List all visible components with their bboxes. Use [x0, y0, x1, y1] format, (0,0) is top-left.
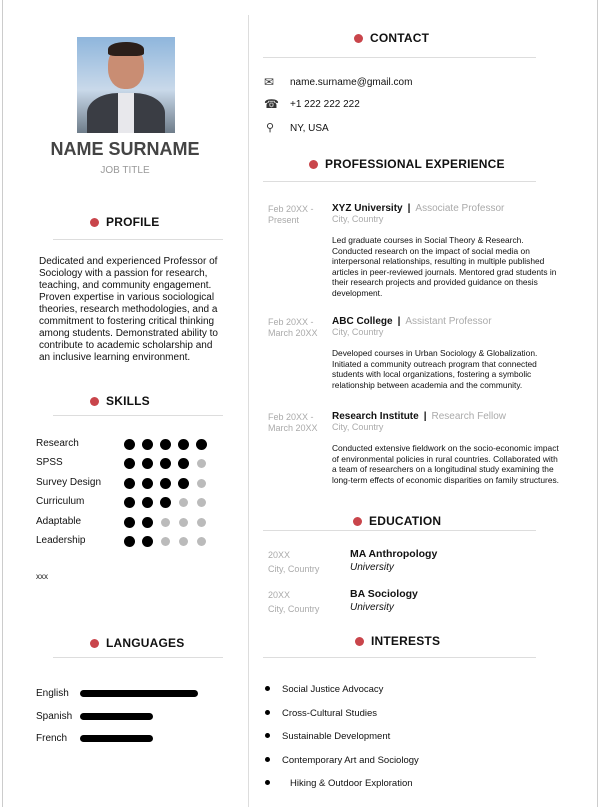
interest-item: Cross-Cultural Studies: [282, 707, 378, 719]
bullet-dot-icon: [354, 34, 363, 43]
organization: XYZ University: [332, 203, 403, 214]
job-city: City, Country: [332, 422, 384, 432]
organization: ABC College: [332, 316, 393, 327]
section-title: SKILLS: [106, 394, 150, 408]
profile-heading: [90, 215, 159, 229]
section-title: CONTACT: [370, 31, 430, 45]
bullet-dot-icon: [355, 637, 364, 646]
job-role: Research Fellow: [431, 411, 506, 422]
contact-heading: [354, 31, 429, 45]
section-title: INTERESTS: [371, 634, 441, 648]
skill-level-dot: [178, 439, 189, 450]
bullet-dot-icon: [90, 218, 99, 227]
phone[interactable]: +1 222 222 222: [290, 99, 360, 110]
job-header: XYZ University | Associate Professor: [332, 203, 505, 214]
experience-heading: [309, 157, 505, 171]
skill-level-dot: [142, 536, 153, 547]
job-header: ABC College | Assistant Professor: [332, 316, 492, 327]
organization: Research Institute: [332, 411, 419, 422]
languages-heading: [90, 636, 184, 650]
email[interactable]: name.surname@gmail.com: [290, 77, 413, 88]
edu-city: City, Country: [268, 604, 320, 614]
skill-name: Curriculum: [36, 496, 85, 508]
job-role: Assistant Professor: [405, 316, 492, 327]
job-role: Associate Professor: [415, 203, 505, 214]
job-city: City, Country: [332, 214, 384, 224]
skill-level-dot: [161, 537, 170, 546]
skill-name: Research: [36, 438, 79, 449]
skill-level-dot: [160, 458, 171, 469]
education-heading: [353, 514, 441, 528]
bullet-icon: [265, 686, 270, 691]
language-name: English: [36, 688, 69, 699]
bullet-icon: [265, 757, 270, 762]
location: NY, USA: [290, 123, 329, 134]
skills-heading: [90, 394, 150, 408]
language-name: Spanish: [36, 710, 73, 722]
envelope-icon: ✉: [264, 75, 275, 89]
skill-level-dot: [178, 458, 189, 469]
language-level-bar: [80, 735, 153, 742]
skill-level-dot: [179, 498, 188, 507]
section-title: PROFESSIONAL EXPERIENCE: [325, 157, 505, 171]
skill-rating: [124, 478, 207, 489]
skill-level-dot: [142, 517, 153, 528]
skill-rating: [124, 497, 207, 508]
edu-degree: BA Sociology: [350, 588, 418, 600]
job-description: Conducted extensive fieldwork on the socio-economic impact of environmental policies in rural countries. Collaborated with a team of researchers on a longitudinal study examining the long-term effects of economic disparities on family structures.: [332, 443, 559, 485]
job-description: Led graduate courses in Social Theory & Research. Conducted research on the impact of social media on interpersonal relationships, resulting in multiple published articles in peer-reviewed journals. Mentored grad students in their research projects and provided guidance on thesis development.: [332, 235, 557, 298]
skill-level-dot: [196, 439, 207, 450]
language-name: French: [36, 733, 68, 744]
skill-level-dot: [124, 536, 135, 547]
phone-icon: ☎: [264, 97, 279, 111]
skill-level-dot: [197, 498, 206, 507]
job-description: Developed courses in Urban Sociology & Globalization. Initiated a community outreach program that connected students with local organizations, fostering a symbolic relationship between academia and the community.: [332, 348, 538, 390]
location-pin-icon: ⚲: [266, 122, 275, 134]
skill-rating: [124, 517, 207, 528]
skill-level-dot: [179, 537, 188, 546]
column-divider: [248, 15, 249, 807]
language-level-bar: [80, 713, 153, 720]
bullet-dot-icon: [90, 639, 99, 648]
interest-item: Social Justice Advocacy: [282, 684, 384, 695]
skill-level-dot: [142, 478, 153, 489]
bullet-dot-icon: [90, 397, 99, 406]
skill-level-dot: [142, 439, 153, 450]
skill-name: Survey Design: [36, 476, 102, 488]
skill-level-dot: [197, 459, 206, 468]
bullet-dot-icon: [309, 160, 318, 169]
edu-degree: MA Anthropology: [350, 548, 438, 560]
section-title: EDUCATION: [369, 514, 442, 528]
skill-level-dot: [124, 458, 135, 469]
interest-item: Contemporary Art and Sociology: [282, 754, 419, 766]
bullet-dot-icon: [353, 517, 362, 526]
section-title: LANGUAGES: [106, 636, 185, 650]
job-dates: Feb 20XX - Present: [268, 204, 314, 225]
interest-item: Sustainable Development: [282, 731, 391, 742]
skill-level-dot: [197, 518, 206, 527]
edu-year: 20XX: [268, 590, 291, 600]
skill-level-dot: [161, 518, 170, 527]
profile-photo: [77, 37, 175, 133]
skill-level-dot: [197, 479, 206, 488]
skill-name: SPSS: [36, 457, 63, 469]
skill-level-dot: [160, 478, 171, 489]
edu-school: University: [350, 562, 394, 573]
job-header: Research Institute | Research Fellow: [332, 411, 506, 422]
skill-level-dot: [179, 518, 188, 527]
job-city: City, Country: [332, 327, 384, 337]
edu-city: City, Country: [268, 564, 320, 574]
language-level-bar: [80, 690, 198, 697]
profile-text: Dedicated and experienced Professor of Sociology with a passion for research, teaching, and community engagement. Proven expertise in various sociological theories, research methodologies, and a commitment to fostering critical thinking among students. Demonstrated ability to contribute to academic scholarship and an inclusive learning environment.: [39, 256, 218, 363]
skill-level-dot: [178, 478, 189, 489]
skills-note: xxx: [36, 572, 48, 581]
skill-rating: [124, 536, 207, 547]
name: NAME SURNAME: [50, 139, 200, 159]
skill-level-dot: [124, 497, 135, 508]
bullet-icon: [265, 780, 270, 785]
skill-level-dot: [124, 478, 135, 489]
job-dates: Feb 20XX - March 20XX: [268, 317, 318, 338]
skill-level-dot: [124, 517, 135, 528]
skill-name: Adaptable: [36, 515, 82, 527]
skill-level-dot: [142, 458, 153, 469]
interests-heading: [355, 634, 440, 648]
job-dates: Feb 20XX - March 20XX: [268, 412, 318, 433]
bullet-icon: [265, 733, 270, 738]
skill-level-dot: [197, 537, 206, 546]
interest-item: Hiking & Outdoor Exploration: [290, 778, 413, 789]
edu-school: University: [350, 602, 394, 613]
bullet-icon: [265, 710, 270, 715]
skill-rating: [124, 439, 207, 450]
edu-year: 20XX: [268, 550, 291, 560]
skill-level-dot: [160, 439, 171, 450]
skill-name: Leadership: [36, 535, 86, 546]
skill-rating: [124, 458, 207, 469]
skill-level-dot: [142, 497, 153, 508]
job-title: JOB TITLE: [100, 165, 150, 176]
section-title: PROFILE: [106, 215, 160, 229]
skill-level-dot: [160, 497, 171, 508]
skill-level-dot: [124, 439, 135, 450]
